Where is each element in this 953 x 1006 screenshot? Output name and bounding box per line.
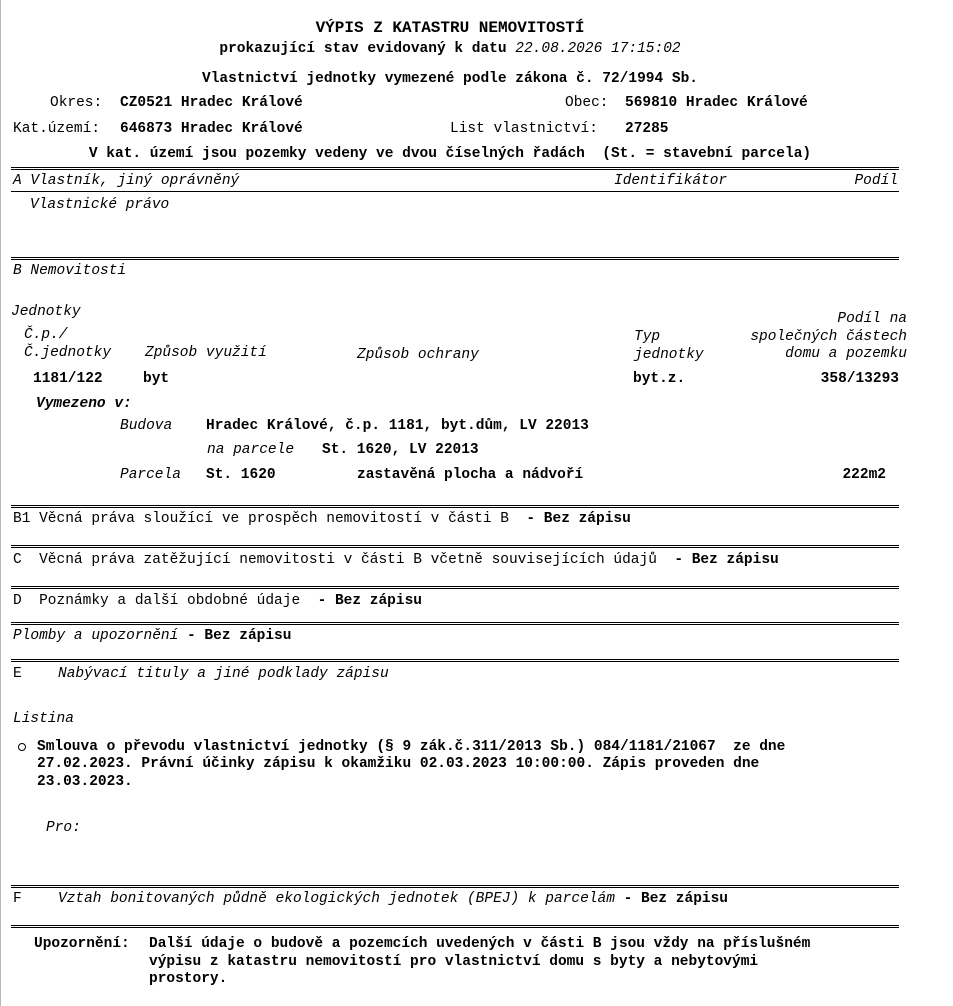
col-typ-1: Typ [634, 329, 661, 345]
col-identifikator: Identifikátor [614, 173, 728, 189]
budova-label: Budova [120, 418, 173, 434]
section-b1-title: B1 Věcná práva sloužící ve prospěch nemovitostí v části B [13, 511, 509, 527]
col-zpusob-vyuziti: Způsob využití [145, 345, 267, 361]
section-e-letter: E [13, 666, 22, 682]
budova-value: Hradec Králové, č.p. 1181, byt.dům, LV 22013 [206, 418, 589, 434]
section-a-title: A Vlastník, jiný oprávněný [13, 173, 240, 189]
col-podil: Podíl [854, 173, 898, 189]
notice-line-1: Další údaje o budově a pozemcích uvedených v části B jsou vždy na příslušném [149, 936, 811, 952]
section-f-title: Vztah bonitovaných půdně ekologických jednotek (BPEJ) k parcelám [58, 891, 615, 907]
section-d-title: D Poznámky a další obdobné údaje [13, 593, 301, 609]
rows-note: V kat. území jsou pozemky vedeny ve dvou číselných řadách (St. = stavební parcela) [88, 146, 812, 162]
parcela-vymera: 222m2 [842, 467, 886, 483]
col-podil-2: společných částech [750, 329, 907, 345]
divider [11, 925, 899, 928]
document-subtitle [0, 41, 900, 58]
plomby-title: Plomby a upozornění [13, 628, 179, 644]
col-podil-3: domu a pozemku [785, 346, 907, 362]
section-f-letter: F [13, 891, 22, 907]
extract-datetime: 22.08.2026 17:15:02 [515, 41, 681, 57]
section-f [58, 891, 728, 908]
okres-label: Okres: [50, 95, 103, 111]
col-podil-1: Podíl na [837, 311, 907, 327]
unit-cislo: 1181/122 [33, 371, 103, 387]
plomby [13, 628, 291, 645]
obec-label: Obec: [565, 95, 609, 111]
col-zpusob-ochrany: Způsob ochrany [357, 347, 479, 363]
divider [11, 885, 899, 888]
unit-podil: 358/13293 [820, 371, 899, 387]
col-cp-1: Č.p./ [24, 327, 68, 343]
notice-line-2: výpisu z katastru nemovitostí pro vlastnictví domu s byty a nebytovými [149, 954, 759, 970]
parcela-druh: zastavěná plocha a nádvoří [357, 467, 584, 483]
unit-typ: byt.z. [633, 371, 686, 387]
document-title: VÝPIS Z KATASTRU NEMOVITOSTÍ [315, 19, 585, 37]
section-d-status: - Bez zápisu [317, 593, 422, 609]
na-parcele-value: St. 1620, LV 22013 [322, 442, 479, 458]
jednotky-label: Jednotky [11, 304, 81, 320]
divider [11, 257, 899, 260]
notice-line-3: prostory. [149, 971, 228, 987]
divider [11, 586, 899, 589]
law-line: Vlastnictví jednotky vymezené podle zákona č. 72/1994 Sb. [202, 71, 698, 87]
obec-value: 569810 Hradec Králové [625, 95, 808, 111]
divider [11, 545, 899, 548]
parcela-label: Parcela [120, 467, 181, 483]
section-b1-status: - Bez zápisu [526, 511, 631, 527]
listina-label: Listina [13, 711, 74, 727]
katuzemi-value: 646873 Hradec Králové [120, 121, 303, 137]
lv-label: List vlastnictví: [450, 121, 598, 137]
col-typ-2: jednotky [634, 347, 704, 363]
section-c-title: C Věcná práva zatěžující nemovitosti v části B včetně souvisejících údajů [13, 552, 657, 568]
vymezeno-label: Vymezeno v: [36, 396, 132, 412]
section-f-status: - Bez zápisu [623, 891, 729, 907]
divider [11, 505, 899, 508]
divider [11, 167, 899, 170]
section-b1 [13, 511, 631, 528]
na-parcele-label: na parcele [207, 442, 295, 458]
divider [11, 659, 899, 662]
col-cp-2: Č.jednotky [24, 345, 112, 361]
bullet-icon [18, 743, 26, 751]
unit-vyuziti: byt [143, 371, 170, 387]
parcela-value: St. 1620 [206, 467, 276, 483]
listina-line-3: 23.03.2023. [37, 774, 133, 790]
plomby-status: - Bez zápisu [187, 628, 292, 644]
divider [11, 191, 899, 192]
listina-line-1: Smlouva o převodu vlastnictví jednotky (§ 9 zák.č.311/2013 Sb.) 084/1181/21067 ze dne [37, 739, 786, 755]
section-d [13, 593, 422, 610]
vlastnicke-pravo: Vlastnické právo [30, 197, 170, 213]
section-e-title: Nabývací tituly a jiné podklady zápisu [58, 666, 389, 682]
listina-line-2: 27.02.2023. Právní účinky zápisu k okamžiku 02.03.2023 10:00:00. Zápis proveden dne [37, 756, 760, 772]
lv-value: 27285 [625, 121, 669, 137]
section-c-status: - Bez zápisu [674, 552, 779, 568]
notice-label: Upozornění: [34, 936, 130, 952]
okres-value: CZ0521 Hradec Králové [120, 95, 303, 111]
pro-label: Pro: [46, 820, 81, 836]
subtitle-prefix: prokazující stav evidovaný k datu [219, 41, 507, 57]
section-c [13, 552, 779, 569]
divider [11, 622, 899, 625]
section-b-title: B Nemovitosti [13, 263, 127, 279]
katuzemi-label: Kat.území: [13, 121, 101, 137]
